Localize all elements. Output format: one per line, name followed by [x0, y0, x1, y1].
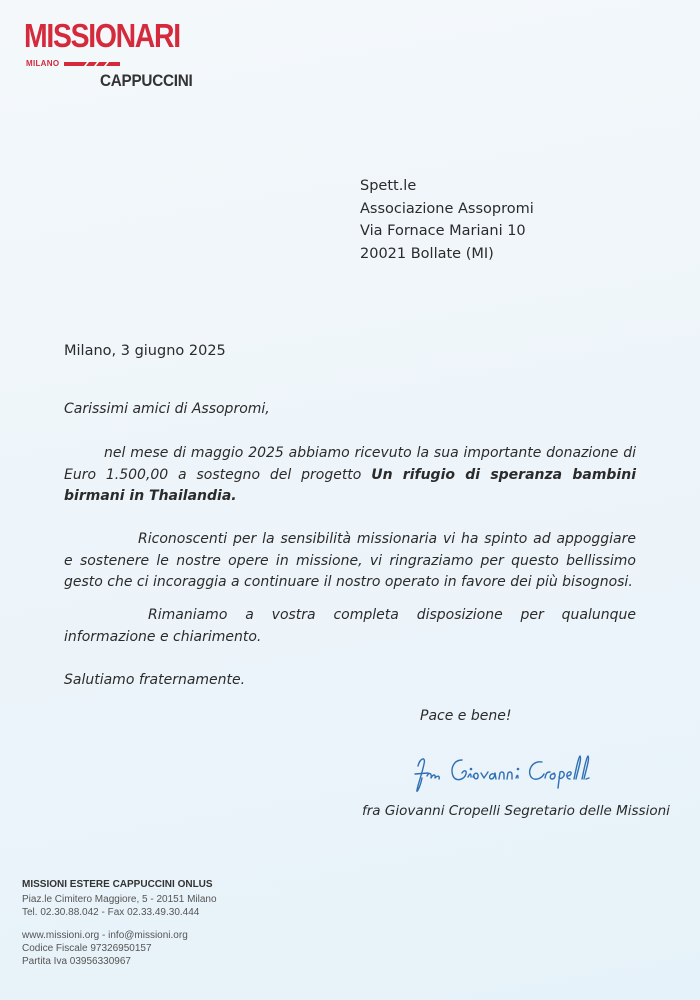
letter-closing: Salutiamo fraternamente. [64, 672, 246, 688]
footer-partita-iva: Partita Iva 03956330967 [22, 956, 131, 967]
addressee-block [360, 175, 534, 265]
letter-date: Milano, 3 giugno 2025 [64, 343, 226, 359]
addressee-line: 20021 Bollate (MI) [360, 245, 494, 262]
logo-subtitle: CAPPUCCINI [100, 71, 193, 90]
logo-title: MISSIONARI [24, 17, 180, 54]
footer-codice-fiscale: Codice Fiscale 97326950157 [22, 943, 152, 954]
signer-name: fra Giovanni Cropelli Segretario delle Missioni [362, 803, 670, 819]
footer-phone: Tel. 02.30.88.042 - Fax 02.33.49.30.444 [22, 907, 200, 918]
logo [24, 18, 200, 90]
footer-address: Piaz.le Cimitero Maggiore, 5 - 20151 Milano [22, 894, 217, 905]
addressee-line: Via Fornace Mariani 10 [360, 223, 526, 239]
footer-block [22, 878, 217, 968]
footer-web: www.missioni.org - info@missioni.org [22, 930, 188, 941]
logo-stripes-icon [64, 62, 120, 66]
letter-paragraph-3: Rimaniamo a vostra completa disposizione per qualunque informazione e chiarimento. [64, 607, 636, 645]
addressee-line: Spett.le [360, 178, 417, 194]
addressee-line: Associazione Assopromi [360, 200, 534, 217]
letter-paragraph-1 [64, 443, 636, 508]
footer-org-name: MISSIONI ESTERE CAPPUCCINI ONLUS [22, 879, 213, 890]
letter-paragraph-2: Riconoscenti per la sensibilità missionaria vi ha spinto ad appoggiare e sostenere le nostre opere in missione, vi ringraziamo per questo bellissimo gesto che ci incoraggia a continuare il nostro operato in favore dei più bisognosi. [64, 531, 636, 590]
project-name: Un rifugio di speranza bambini birmani in Thailandia. [64, 466, 636, 504]
paragraph-1-text: nel mese di maggio 2025 abbiamo ricevuto la sua importante donazione di Euro 1.500,00 a sostegno del progetto [64, 445, 636, 483]
letter-greeting: Carissimi amici di Assopromi, [64, 401, 270, 417]
pace-e-bene: Pace e bene! [420, 708, 512, 724]
handwritten-signature [408, 748, 592, 798]
logo-city: MILANO [26, 59, 60, 68]
